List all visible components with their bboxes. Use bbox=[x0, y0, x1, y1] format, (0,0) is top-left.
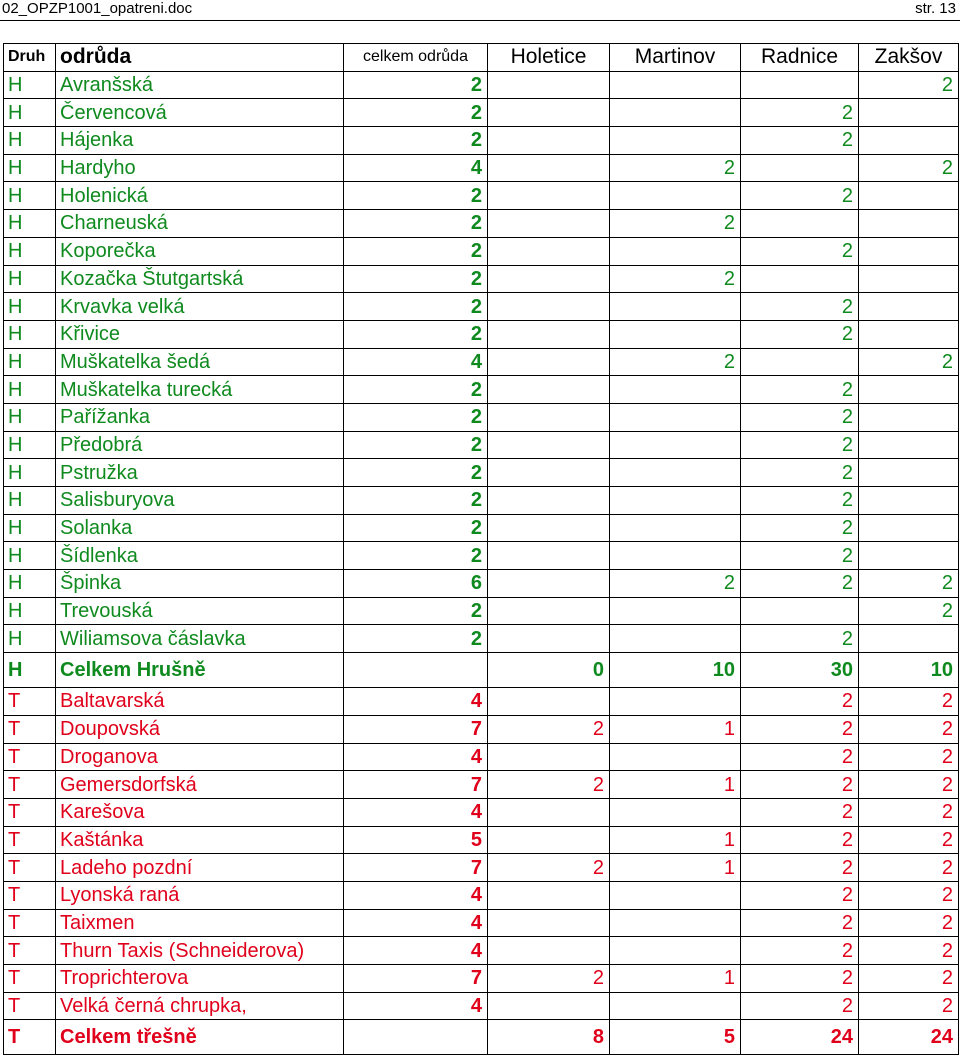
cell-radnice bbox=[741, 154, 859, 182]
cell-radnice: 24 bbox=[741, 1020, 859, 1055]
cell-martinov: 1 bbox=[610, 965, 741, 993]
cell-radnice bbox=[741, 71, 859, 99]
table-row bbox=[4, 854, 959, 882]
cell-holetice bbox=[488, 542, 610, 570]
cell-celkem: 2 bbox=[344, 293, 488, 321]
cell-druh: H bbox=[4, 431, 56, 459]
table-row bbox=[4, 743, 959, 771]
cell-martinov bbox=[610, 237, 741, 265]
cell-holetice bbox=[488, 348, 610, 376]
cell-zaksov bbox=[859, 265, 959, 293]
cell-holetice bbox=[488, 127, 610, 155]
table-row bbox=[4, 459, 959, 487]
cell-celkem: 2 bbox=[344, 182, 488, 210]
cell-odruda: Krvavka velká bbox=[56, 293, 344, 321]
cell-martinov: 10 bbox=[610, 653, 741, 688]
cell-odruda: Gemersdorfská bbox=[56, 771, 344, 799]
cell-druh: H bbox=[4, 99, 56, 127]
cell-zaksov: 2 bbox=[859, 688, 959, 716]
cell-celkem: 4 bbox=[344, 992, 488, 1020]
cell-radnice: 2 bbox=[741, 798, 859, 826]
cell-martinov bbox=[610, 99, 741, 127]
cell-zaksov: 2 bbox=[859, 771, 959, 799]
table-row bbox=[4, 937, 959, 965]
cell-radnice: 2 bbox=[741, 459, 859, 487]
cell-zaksov: 2 bbox=[859, 743, 959, 771]
cell-holetice bbox=[488, 597, 610, 625]
cell-odruda: Hájenka bbox=[56, 127, 344, 155]
cell-zaksov: 2 bbox=[859, 71, 959, 99]
cell-holetice bbox=[488, 487, 610, 515]
cell-odruda: Muškatelka turecká bbox=[56, 376, 344, 404]
cell-druh: T bbox=[4, 798, 56, 826]
table-row bbox=[4, 154, 959, 182]
cell-martinov bbox=[610, 127, 741, 155]
column-header-radnice: Radnice bbox=[741, 44, 859, 72]
cell-martinov bbox=[610, 403, 741, 431]
cell-holetice: 2 bbox=[488, 965, 610, 993]
cell-radnice: 2 bbox=[741, 826, 859, 854]
cell-zaksov: 2 bbox=[859, 798, 959, 826]
cell-odruda: Pařížanka bbox=[56, 403, 344, 431]
cell-celkem: 7 bbox=[344, 715, 488, 743]
cell-zaksov bbox=[859, 487, 959, 515]
table-row bbox=[4, 71, 959, 99]
cell-odruda: Kozačka Štutgartská bbox=[56, 265, 344, 293]
cell-celkem: 2 bbox=[344, 376, 488, 404]
cell-radnice: 2 bbox=[741, 542, 859, 570]
cell-radnice bbox=[741, 348, 859, 376]
cell-odruda: Salisburyova bbox=[56, 487, 344, 515]
cell-radnice: 2 bbox=[741, 881, 859, 909]
cell-martinov: 2 bbox=[610, 154, 741, 182]
cell-martinov bbox=[610, 937, 741, 965]
summary-row bbox=[4, 1020, 959, 1055]
cell-radnice bbox=[741, 597, 859, 625]
cell-celkem: 2 bbox=[344, 127, 488, 155]
cell-odruda: Špinka bbox=[56, 570, 344, 598]
table-row bbox=[4, 881, 959, 909]
cell-druh: H bbox=[4, 514, 56, 542]
cell-celkem: 7 bbox=[344, 854, 488, 882]
cell-radnice: 2 bbox=[741, 771, 859, 799]
cell-druh: H bbox=[4, 71, 56, 99]
table-row bbox=[4, 293, 959, 321]
cell-celkem: 4 bbox=[344, 909, 488, 937]
cell-radnice: 2 bbox=[741, 182, 859, 210]
cell-zaksov bbox=[859, 403, 959, 431]
table-row bbox=[4, 514, 959, 542]
cell-druh: H bbox=[4, 320, 56, 348]
cell-odruda: Předobrá bbox=[56, 431, 344, 459]
cell-radnice: 2 bbox=[741, 431, 859, 459]
cell-celkem: 4 bbox=[344, 937, 488, 965]
cell-odruda: Šídlenka bbox=[56, 542, 344, 570]
cell-odruda: Hardyho bbox=[56, 154, 344, 182]
table-row bbox=[4, 688, 959, 716]
cell-martinov bbox=[610, 625, 741, 653]
column-header-odruda: odrůda bbox=[56, 44, 344, 72]
column-header-celkem-odruda: celkem odrůda bbox=[344, 44, 488, 72]
cell-radnice: 2 bbox=[741, 992, 859, 1020]
summary-row bbox=[4, 653, 959, 688]
cell-zaksov: 2 bbox=[859, 154, 959, 182]
cell-zaksov bbox=[859, 127, 959, 155]
cell-odruda: Kaštánka bbox=[56, 826, 344, 854]
column-header-druh: Druh bbox=[4, 44, 56, 72]
cell-holetice bbox=[488, 459, 610, 487]
column-header-martinov: Martinov bbox=[610, 44, 741, 72]
cell-zaksov bbox=[859, 210, 959, 238]
cell-martinov bbox=[610, 431, 741, 459]
cell-holetice: 0 bbox=[488, 653, 610, 688]
cell-odruda: Solanka bbox=[56, 514, 344, 542]
cell-martinov bbox=[610, 293, 741, 321]
cell-odruda: Karešova bbox=[56, 798, 344, 826]
cell-celkem: 4 bbox=[344, 688, 488, 716]
cell-druh: T bbox=[4, 992, 56, 1020]
cell-odruda: Ladeho pozdní bbox=[56, 854, 344, 882]
table-row bbox=[4, 625, 959, 653]
cell-holetice bbox=[488, 937, 610, 965]
cell-radnice bbox=[741, 210, 859, 238]
cell-holetice bbox=[488, 376, 610, 404]
table-row bbox=[4, 182, 959, 210]
cell-zaksov: 2 bbox=[859, 881, 959, 909]
cell-druh: T bbox=[4, 937, 56, 965]
cell-celkem: 2 bbox=[344, 320, 488, 348]
cell-celkem: 2 bbox=[344, 514, 488, 542]
cell-druh: T bbox=[4, 1020, 56, 1055]
cell-zaksov bbox=[859, 99, 959, 127]
cell-odruda: Troprichterova bbox=[56, 965, 344, 993]
cell-odruda: Doupovská bbox=[56, 715, 344, 743]
cell-celkem: 2 bbox=[344, 597, 488, 625]
cell-zaksov bbox=[859, 514, 959, 542]
cell-odruda: Droganova bbox=[56, 743, 344, 771]
cell-martinov bbox=[610, 688, 741, 716]
cell-holetice bbox=[488, 237, 610, 265]
cell-martinov: 1 bbox=[610, 771, 741, 799]
cell-martinov: 2 bbox=[610, 570, 741, 598]
cell-holetice bbox=[488, 71, 610, 99]
table-row bbox=[4, 376, 959, 404]
cell-zaksov: 2 bbox=[859, 348, 959, 376]
column-header-zaksov: Zakšov bbox=[859, 44, 959, 72]
cell-druh: H bbox=[4, 459, 56, 487]
cell-celkem: 2 bbox=[344, 71, 488, 99]
cell-holetice bbox=[488, 743, 610, 771]
cell-radnice: 2 bbox=[741, 514, 859, 542]
cell-druh: H bbox=[4, 182, 56, 210]
cell-holetice bbox=[488, 909, 610, 937]
cell-celkem: 2 bbox=[344, 459, 488, 487]
cell-holetice bbox=[488, 570, 610, 598]
cell-zaksov bbox=[859, 459, 959, 487]
cell-holetice bbox=[488, 881, 610, 909]
cell-radnice: 2 bbox=[741, 376, 859, 404]
cell-druh: T bbox=[4, 743, 56, 771]
cell-holetice bbox=[488, 293, 610, 321]
cell-druh: T bbox=[4, 688, 56, 716]
cell-holetice bbox=[488, 265, 610, 293]
cell-zaksov: 2 bbox=[859, 854, 959, 882]
cell-radnice: 2 bbox=[741, 743, 859, 771]
cell-celkem: 2 bbox=[344, 431, 488, 459]
cell-druh: H bbox=[4, 127, 56, 155]
cell-druh: H bbox=[4, 542, 56, 570]
table-row bbox=[4, 210, 959, 238]
cell-druh: H bbox=[4, 293, 56, 321]
cell-radnice: 2 bbox=[741, 570, 859, 598]
cell-zaksov: 2 bbox=[859, 597, 959, 625]
cell-zaksov: 2 bbox=[859, 826, 959, 854]
cell-martinov: 1 bbox=[610, 826, 741, 854]
cell-druh: H bbox=[4, 154, 56, 182]
cell-druh: H bbox=[4, 625, 56, 653]
cell-odruda: Pstružka bbox=[56, 459, 344, 487]
cell-odruda: Charneuská bbox=[56, 210, 344, 238]
table-row bbox=[4, 826, 959, 854]
cell-martinov bbox=[610, 798, 741, 826]
cell-martinov bbox=[610, 376, 741, 404]
cell-radnice: 2 bbox=[741, 293, 859, 321]
table-row bbox=[4, 431, 959, 459]
cell-holetice bbox=[488, 826, 610, 854]
page-number: str. 13 bbox=[915, 0, 956, 17]
cell-druh: T bbox=[4, 771, 56, 799]
cell-radnice: 2 bbox=[741, 127, 859, 155]
cell-radnice bbox=[741, 265, 859, 293]
cell-holetice bbox=[488, 210, 610, 238]
cell-druh: H bbox=[4, 597, 56, 625]
cell-druh: H bbox=[4, 265, 56, 293]
cell-radnice: 2 bbox=[741, 487, 859, 515]
cell-druh: H bbox=[4, 487, 56, 515]
cell-zaksov: 10 bbox=[859, 653, 959, 688]
cell-druh: H bbox=[4, 570, 56, 598]
cell-holetice: 8 bbox=[488, 1020, 610, 1055]
cell-odruda: Křivice bbox=[56, 320, 344, 348]
cell-holetice bbox=[488, 992, 610, 1020]
cell-druh: T bbox=[4, 854, 56, 882]
cell-martinov bbox=[610, 743, 741, 771]
cell-celkem: 4 bbox=[344, 348, 488, 376]
cell-celkem: 2 bbox=[344, 99, 488, 127]
cell-radnice: 2 bbox=[741, 625, 859, 653]
cell-druh: T bbox=[4, 909, 56, 937]
cell-odruda: Wiliamsova čáslavka bbox=[56, 625, 344, 653]
cell-martinov: 2 bbox=[610, 210, 741, 238]
cell-celkem: 2 bbox=[344, 403, 488, 431]
cell-druh: H bbox=[4, 376, 56, 404]
cell-radnice: 2 bbox=[741, 965, 859, 993]
table-row bbox=[4, 237, 959, 265]
cell-druh: H bbox=[4, 348, 56, 376]
table-row bbox=[4, 403, 959, 431]
cell-odruda: Celkem Hrušně bbox=[56, 653, 344, 688]
cell-odruda: Avranšská bbox=[56, 71, 344, 99]
cell-martinov bbox=[610, 71, 741, 99]
cell-celkem bbox=[344, 1020, 488, 1055]
cell-radnice: 30 bbox=[741, 653, 859, 688]
cell-radnice: 2 bbox=[741, 403, 859, 431]
cell-celkem: 7 bbox=[344, 965, 488, 993]
cell-radnice: 2 bbox=[741, 99, 859, 127]
cell-holetice bbox=[488, 798, 610, 826]
cell-martinov: 5 bbox=[610, 1020, 741, 1055]
cell-odruda: Koporečka bbox=[56, 237, 344, 265]
cell-celkem: 2 bbox=[344, 542, 488, 570]
cell-zaksov: 24 bbox=[859, 1020, 959, 1055]
cell-holetice bbox=[488, 320, 610, 348]
cell-holetice: 2 bbox=[488, 771, 610, 799]
cell-odruda: Baltavarská bbox=[56, 688, 344, 716]
cell-celkem: 4 bbox=[344, 743, 488, 771]
cell-zaksov: 2 bbox=[859, 909, 959, 937]
cell-holetice bbox=[488, 625, 610, 653]
cell-druh: T bbox=[4, 881, 56, 909]
table-row bbox=[4, 570, 959, 598]
cell-celkem: 5 bbox=[344, 826, 488, 854]
table-row bbox=[4, 127, 959, 155]
cell-druh: H bbox=[4, 653, 56, 688]
cell-odruda: Thurn Taxis (Schneiderova) bbox=[56, 937, 344, 965]
document-filename: 02_OPZP1001_opatreni.doc bbox=[2, 0, 193, 17]
cell-celkem: 2 bbox=[344, 210, 488, 238]
cell-martinov bbox=[610, 597, 741, 625]
cell-martinov bbox=[610, 487, 741, 515]
table-row bbox=[4, 909, 959, 937]
table-row bbox=[4, 542, 959, 570]
table-row bbox=[4, 265, 959, 293]
table-row bbox=[4, 771, 959, 799]
table-row bbox=[4, 99, 959, 127]
cell-martinov bbox=[610, 542, 741, 570]
table-row bbox=[4, 992, 959, 1020]
cell-zaksov bbox=[859, 431, 959, 459]
table-row bbox=[4, 965, 959, 993]
cell-martinov: 2 bbox=[610, 265, 741, 293]
cell-odruda: Muškatelka šedá bbox=[56, 348, 344, 376]
cell-celkem: 4 bbox=[344, 881, 488, 909]
cell-odruda: Celkem třešně bbox=[56, 1020, 344, 1055]
cell-zaksov bbox=[859, 237, 959, 265]
cell-holetice bbox=[488, 514, 610, 542]
cell-radnice: 2 bbox=[741, 715, 859, 743]
cell-zaksov bbox=[859, 182, 959, 210]
cell-martinov: 1 bbox=[610, 854, 741, 882]
cell-radnice: 2 bbox=[741, 937, 859, 965]
cell-holetice bbox=[488, 403, 610, 431]
cell-radnice: 2 bbox=[741, 237, 859, 265]
cell-martinov bbox=[610, 459, 741, 487]
cell-odruda: Lyonská raná bbox=[56, 881, 344, 909]
cell-celkem: 2 bbox=[344, 265, 488, 293]
table-row bbox=[4, 348, 959, 376]
cell-holetice: 2 bbox=[488, 854, 610, 882]
table-header-row bbox=[4, 44, 959, 72]
cell-martinov bbox=[610, 881, 741, 909]
cell-holetice: 2 bbox=[488, 715, 610, 743]
cell-celkem: 2 bbox=[344, 237, 488, 265]
column-header-holetice: Holetice bbox=[488, 44, 610, 72]
cell-odruda: Velká černá chrupka, bbox=[56, 992, 344, 1020]
cell-zaksov bbox=[859, 625, 959, 653]
table-row bbox=[4, 798, 959, 826]
cell-radnice: 2 bbox=[741, 688, 859, 716]
cell-druh: H bbox=[4, 403, 56, 431]
cell-celkem: 7 bbox=[344, 771, 488, 799]
document-header bbox=[0, 0, 960, 22]
cell-holetice bbox=[488, 99, 610, 127]
varieties-table bbox=[3, 43, 959, 1055]
cell-celkem: 4 bbox=[344, 798, 488, 826]
cell-druh: T bbox=[4, 715, 56, 743]
cell-martinov bbox=[610, 182, 741, 210]
cell-odruda: Červencová bbox=[56, 99, 344, 127]
cell-radnice: 2 bbox=[741, 909, 859, 937]
cell-odruda: Taixmen bbox=[56, 909, 344, 937]
table-row bbox=[4, 715, 959, 743]
cell-celkem bbox=[344, 653, 488, 688]
cell-odruda: Holenická bbox=[56, 182, 344, 210]
cell-martinov: 1 bbox=[610, 715, 741, 743]
header-rule bbox=[0, 20, 960, 21]
cell-celkem: 2 bbox=[344, 487, 488, 515]
cell-martinov: 2 bbox=[610, 348, 741, 376]
cell-martinov bbox=[610, 514, 741, 542]
cell-zaksov bbox=[859, 376, 959, 404]
cell-druh: H bbox=[4, 210, 56, 238]
cell-zaksov: 2 bbox=[859, 715, 959, 743]
cell-zaksov: 2 bbox=[859, 992, 959, 1020]
cell-druh: T bbox=[4, 965, 56, 993]
cell-holetice bbox=[488, 688, 610, 716]
cell-zaksov: 2 bbox=[859, 937, 959, 965]
cell-celkem: 2 bbox=[344, 625, 488, 653]
cell-celkem: 4 bbox=[344, 154, 488, 182]
cell-celkem: 6 bbox=[344, 570, 488, 598]
cell-holetice bbox=[488, 182, 610, 210]
cell-holetice bbox=[488, 154, 610, 182]
table-row bbox=[4, 597, 959, 625]
cell-martinov bbox=[610, 320, 741, 348]
cell-druh: H bbox=[4, 237, 56, 265]
cell-martinov bbox=[610, 992, 741, 1020]
cell-odruda: Trevouská bbox=[56, 597, 344, 625]
table-row bbox=[4, 487, 959, 515]
cell-zaksov bbox=[859, 542, 959, 570]
table-row bbox=[4, 320, 959, 348]
cell-zaksov: 2 bbox=[859, 965, 959, 993]
cell-radnice: 2 bbox=[741, 320, 859, 348]
cell-druh: T bbox=[4, 826, 56, 854]
cell-zaksov bbox=[859, 320, 959, 348]
cell-holetice bbox=[488, 431, 610, 459]
cell-zaksov: 2 bbox=[859, 570, 959, 598]
cell-martinov bbox=[610, 909, 741, 937]
cell-zaksov bbox=[859, 293, 959, 321]
cell-radnice: 2 bbox=[741, 854, 859, 882]
